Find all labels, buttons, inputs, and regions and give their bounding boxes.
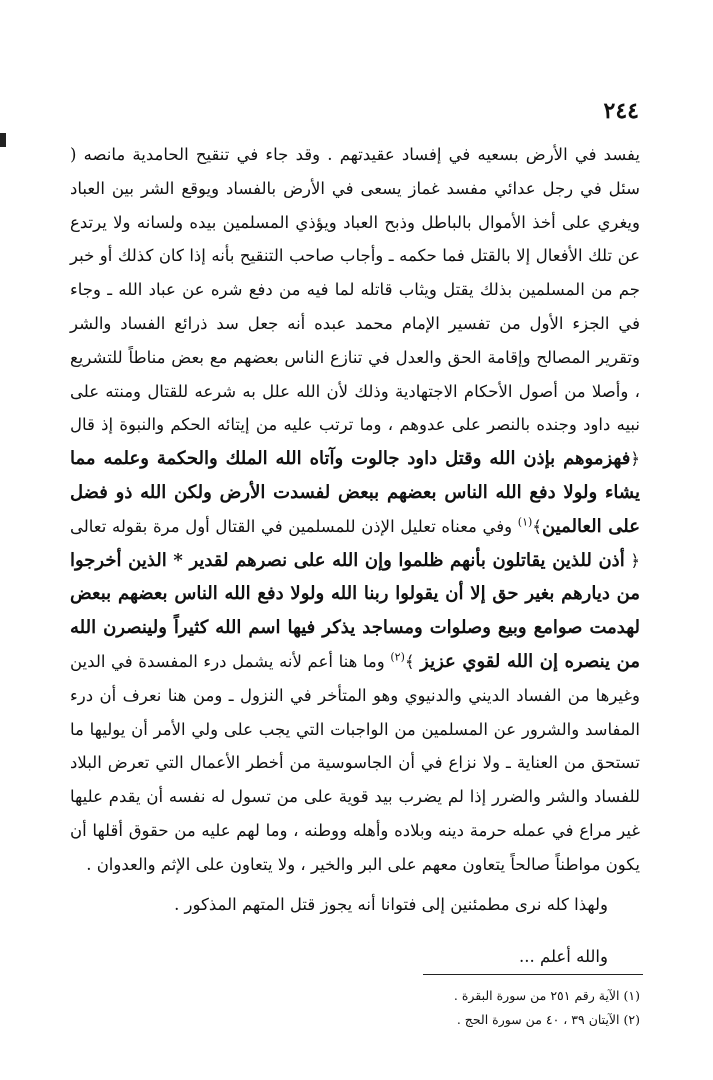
conclusion-line: ولهذا كله نرى مطمئنين إلى فتوانا أنه يجوز قتل المتهم المذكور . xyxy=(174,895,608,914)
paragraph-text-3: وما هنا أعم لأنه يشمل درء المفسدة في الدين وغيرها من الفساد الديني والدنيوي وهو المتأخر في النزول ـ ومن هنا نعرف أن درء المفاسد والشرور عن المسلمين من الواجبات التي يجب على ولي الأمر أن يوليها ما تستحق من العناية ـ ولا نزاع في أن الجاسوسية من أخطر الأعمال التي تعرض البلاد للفساد والشر والضرر إذا لم يضرب بيد قوية على من تسول له نفسه أن يقدم عليها غير مراع في عمله حرمة دينه وبلاده وأهله ووطنه ، وما لهم عليه من حقوق أقلها أن يكون مواطناً صالحاً يتعاون معهم على البر والخير ، ولا يتعاون على الإثم والعدوان . xyxy=(70,651,640,874)
footnote-ref-1[interactable]: (١) xyxy=(517,515,533,529)
quran-quote-2: أذن للذين يقاتلون بأنهم ظلموا وإن الله على نصرهم لقدير * الذين أخرجوا من ديارهم بغير حق إلا أن يقولوا ربنا الله ولولا دفع الله الناس بعضهم ببعض لهدمت صوامع وبيع وصلوات ومساجد يذكر فيها اسم الله كثيراً ولينصرن الله من ينصره إن الله لقوي عزيز xyxy=(70,549,641,672)
closing-line: والله أعلم ... xyxy=(519,947,608,966)
quote-1-close: ﴾ xyxy=(532,516,542,536)
quran-quote-1: فهزموهم بإذن الله وقتل داود جالوت وآتاه الله الملك والحكمة وعلمه مما يشاء ولولا دفع الله الناس بعضهم ببعض لفسدت الأرض ولكن الله ذو فضل على العالمين xyxy=(70,448,640,537)
footnote-ref-2[interactable]: (٢) xyxy=(390,650,405,664)
footnotes xyxy=(70,984,640,1032)
paragraph-text-1: يفسد في الأرض بسعيه في إفساد عقيدتهم . وقد جاء في تنقيح الحامدية مانصه ( سئل في رجل عدائي مفسد غماز يسعى في الأرض بالفساد ويوقع الشر بين العباد ويغري على أخذ الأموال بالباطل وذبح العباد ويؤذي المسلمين بيده ولسانه ولا يرتدع عن تلك الأفعال إلا بالقتل فما حكمه ـ وأجاب صاحب التنقيح بأنه إذا كان كذلك أو خبر جم من المسلمين بذلك يقتل ويثاب قاتله لما فيه من دفع شره عن عباد الله ـ وجاء في الجزء الأول من تفسير الإمام محمد عبده أنه جعل سد ذرائع الفساد والشر وتقرير المصالح وإقامة الحق والعدل في تنازع الناس بعضهم مع بعض مناطاً للتشريع ، وأصلا من أصول الأحكام الاجتهادية وذلك لأن الله علل به شرعه للقتال ومنته على نبيه داود وجنده بالنصر على عدوهم ، وما ترتب عليه من إيتائه الحكم والنبوة إذ قال ﴿ xyxy=(70,145,640,469)
quote-2-close: ﴾ xyxy=(404,651,421,671)
page-number: ٢٤٤ xyxy=(603,98,639,124)
footnote-divider xyxy=(423,974,643,975)
paragraph-text-2: وفي معناه تعليل الإذن للمسلمين في القتال أول مرة بقوله تعالى ﴿ xyxy=(70,516,640,570)
main-paragraph xyxy=(70,138,640,882)
footnote-1: (١) الآية رقم ٢٥١ من سورة البقرة . xyxy=(453,988,640,1003)
footnote-2: (٢) الآيتان ٣٩ ، ٤٠ من سورة الحج . xyxy=(456,1012,640,1027)
page-edge-mark xyxy=(0,133,6,147)
